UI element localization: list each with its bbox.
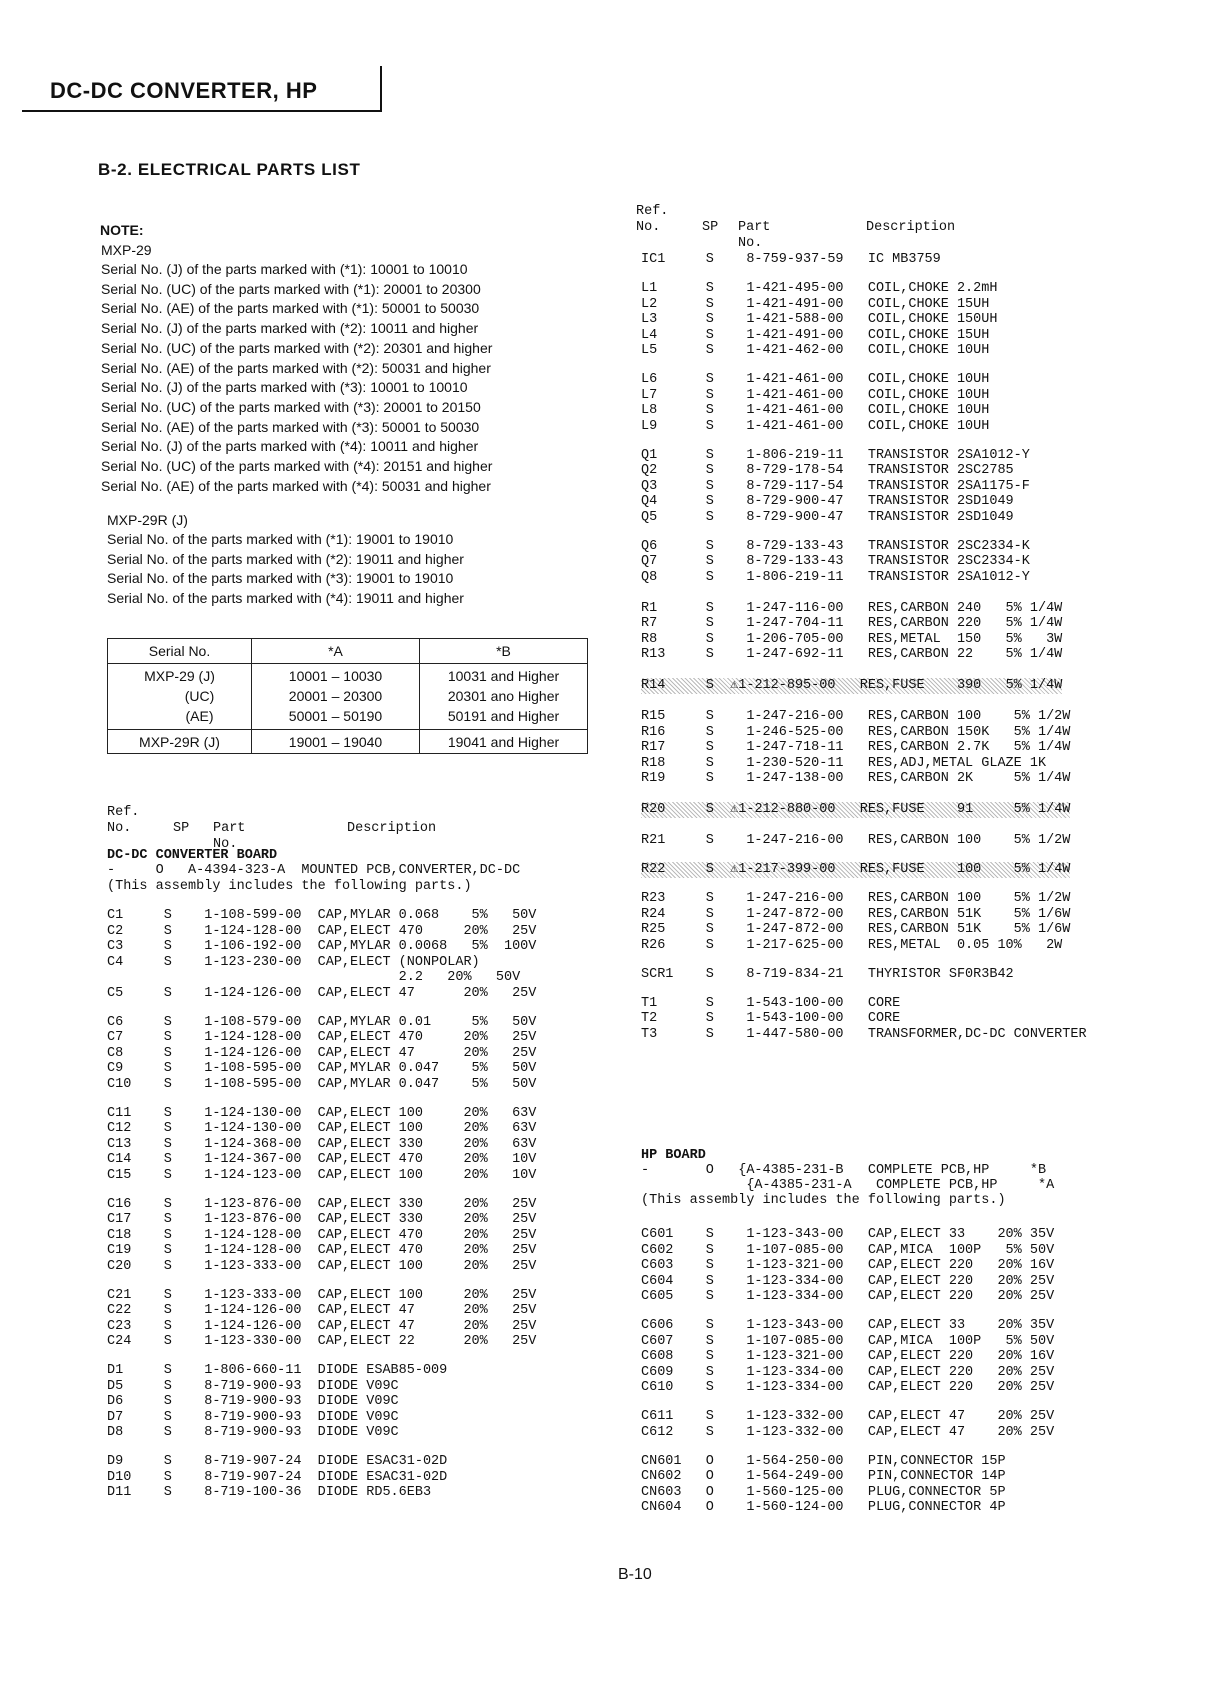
part-row: C16 S 1-123-876-00 CAP,ELECT 330 20% 25V (107, 1196, 537, 1212)
part-row: 2.2 20% 50V (107, 970, 521, 985)
part-row: SCR1 S 8-719-834-21 THYRISTOR SF0R3B42 (641, 966, 1014, 982)
part-row: R7 S 1-247-704-11 RES,CARBON 220 5% 1/4W (641, 616, 1063, 631)
part-row: T1 S 1-543-100-00 CORE (641, 995, 901, 1011)
part-row: C12 S 1-124-130-00 CAP,ELECT 100 20% 63V (107, 1121, 537, 1136)
col-desc: Description (347, 821, 437, 836)
part-row: C11 S 1-124-130-00 CAP,ELECT 100 20% 63V (107, 1105, 537, 1121)
part-row: C23 S 1-124-126-00 CAP,ELECT 47 20% 25V (107, 1318, 537, 1334)
note-line: Serial No. (AE) of the parts marked with (*4): 50031 and higher (101, 477, 491, 494)
part-row: C609 S 1-123-334-00 CAP,ELECT 220 20% 25V (641, 1364, 1055, 1380)
part-row: Q3 S 8-729-117-54 TRANSISTOR 2SA1175-F (641, 478, 1030, 494)
serial-header-1: *A (252, 639, 420, 664)
serial-model: (AE) (185, 708, 214, 724)
part-row: C1 S 1-108-599-00 CAP,MYLAR 0.068 5% 50V (107, 908, 537, 923)
col-part: Part No. (738, 220, 771, 251)
part-row: R8 S 1-206-705-00 RES,METAL 150 5% 3W (641, 631, 1063, 647)
part-row: R20 S ⚠1-212-880-00 RES,FUSE 91 5% 1/4W (641, 802, 1071, 817)
part-row: D10 S 8-719-907-24 DIODE ESAC31-02D (107, 1469, 448, 1485)
part-row: C20 S 1-123-333-00 CAP,ELECT 100 20% 25V (107, 1258, 537, 1274)
board-title: DC-DC CONVERTER BOARD (107, 848, 278, 863)
part-row: R19 S 1-247-138-00 RES,CARBON 2K 5% 1/4W (641, 771, 1071, 786)
part-row: C607 S 1-107-085-00 CAP,MICA 100P 5% 50V (641, 1333, 1055, 1349)
note-line: Serial No. (UC) of the parts marked with (*3): 20001 to 20150 (101, 398, 481, 415)
part-row: CN602 O 1-564-249-00 PIN,CONNECTOR 14P (641, 1469, 1006, 1484)
part-row: L3 S 1-421-588-00 COIL,CHOKE 150UH (641, 312, 998, 327)
part-row: Q6 S 8-729-133-43 TRANSISTOR 2SC2334-K (641, 538, 1030, 554)
note-lines-2 (107, 530, 464, 609)
serial-range-a: 20001 – 20300 (288, 688, 383, 704)
part-row: L8 S 1-421-461-00 COIL,CHOKE 10UH (641, 403, 990, 418)
part-row: C603 S 1-123-321-00 CAP,ELECT 220 20% 16V (641, 1258, 1055, 1273)
note-line: Serial No. of the parts marked with (*4): 19011 and higher (107, 590, 464, 607)
part-row: C605 S 1-123-334-00 CAP,ELECT 220 20% 25V (641, 1289, 1055, 1304)
note-label: NOTE: (100, 222, 144, 238)
section-title: B-2. ELECTRICAL PARTS LIST (98, 160, 361, 179)
part-row: C601 S 1-123-343-00 CAP,ELECT 33 20% 35V (641, 1227, 1055, 1242)
serial-range-b: 20301 ano Higher (447, 688, 560, 704)
part-row: Q7 S 8-729-133-43 TRANSISTOR 2SC2334-K (641, 554, 1030, 569)
part-row: R21 S 1-247-216-00 RES,CARBON 100 5% 1/2W (641, 833, 1071, 848)
hp-board-title: HP BOARD (641, 1148, 706, 1163)
part-row: D5 S 8-719-900-93 DIODE V09C (107, 1378, 399, 1394)
part-row: C2 S 1-124-128-00 CAP,ELECT 470 20% 25V (107, 923, 537, 939)
part-row: C24 S 1-123-330-00 CAP,ELECT 22 20% 25V (107, 1334, 537, 1349)
serial-range-a: 50001 – 50190 (288, 708, 383, 724)
note-model-2: MXP-29R (J) (107, 512, 188, 528)
serial-header-2: *B (420, 639, 588, 664)
part-row: C604 S 1-123-334-00 CAP,ELECT 220 20% 25V (641, 1273, 1055, 1289)
part-row: R13 S 1-247-692-11 RES,CARBON 22 5% 1/4W (641, 647, 1063, 662)
part-row: D6 S 8-719-900-93 DIODE V09C (107, 1394, 399, 1409)
part-row: CN601 O 1-564-250-00 PIN,CONNECTOR 15P (641, 1453, 1006, 1469)
part-row: C602 S 1-107-085-00 CAP,MICA 100P 5% 50V (641, 1242, 1055, 1258)
left-col-header (107, 805, 437, 852)
serial-model: MXP-29 (J) (144, 668, 215, 684)
part-row: T2 S 1-543-100-00 CORE (641, 1011, 901, 1026)
col-sp: SP (702, 220, 719, 235)
col-ref: Ref. (107, 805, 140, 820)
part-row: C14 S 1-124-367-00 CAP,ELECT 470 20% 10V (107, 1152, 537, 1167)
col-part: Part No. (213, 821, 246, 852)
part-row: C7 S 1-124-128-00 CAP,ELECT 470 20% 25V (107, 1030, 537, 1045)
part-row: C8 S 1-124-126-00 CAP,ELECT 47 20% 25V (107, 1045, 537, 1061)
note-line: Serial No. (AE) of the parts marked with (*1): 50001 to 50030 (101, 300, 480, 317)
serial-range-a: 10001 – 10030 (288, 668, 383, 684)
part-row: L5 S 1-421-462-00 COIL,CHOKE 10UH (641, 343, 990, 358)
part-row: C18 S 1-124-128-00 CAP,ELECT 470 20% 25V (107, 1227, 537, 1243)
note-line: Serial No. (AE) of the parts marked with (*3): 50001 to 50030 (101, 418, 480, 435)
part-row: R18 S 1-230-520-11 RES,ADJ,METAL GLAZE 1K (641, 755, 1047, 771)
part-row: C17 S 1-123-876-00 CAP,ELECT 330 20% 25V (107, 1212, 537, 1227)
note-line: Serial No. of the parts marked with (*1): 19001 to 19010 (107, 531, 454, 547)
part-row: C606 S 1-123-343-00 CAP,ELECT 33 20% 35V (641, 1318, 1055, 1333)
hp-assembly-line-2: {A-4385-231-A COMPLETE PCB,HP *A (641, 1178, 1055, 1193)
part-row: CN604 O 1-560-124-00 PLUG,CONNECTOR 4P (641, 1500, 1006, 1515)
hp-assembly-line-1: - O {A-4385-231-B COMPLETE PCB,HP *B (641, 1163, 1047, 1178)
part-row: C608 S 1-123-321-00 CAP,ELECT 220 20% 16V (641, 1349, 1055, 1364)
part-row: Q1 S 1-806-219-11 TRANSISTOR 2SA1012-Y (641, 447, 1030, 463)
assembly-line: - O A-4394-323-A MOUNTED PCB,CONVERTER,DC-DC (107, 863, 521, 878)
part-row: R17 S 1-247-718-11 RES,CARBON 2.7K 5% 1/4W (641, 740, 1071, 755)
part-row: D11 S 8-719-100-36 DIODE RD5.6EB3 (107, 1485, 432, 1500)
part-row: C5 S 1-124-126-00 CAP,ELECT 47 20% 25V (107, 985, 537, 1001)
serial-range-b: 50191 and Higher (447, 708, 560, 724)
part-row: D1 S 1-806-660-11 DIODE ESAB85-009 (107, 1363, 448, 1378)
part-row: R26 S 1-217-625-00 RES,METAL 0.05 10% 2W (641, 937, 1063, 953)
part-row: L7 S 1-421-461-00 COIL,CHOKE 10UH (641, 387, 990, 403)
right-col-header (636, 204, 956, 251)
serial-table (107, 638, 588, 754)
hp-assembly-note: (This assembly includes the following parts.) (641, 1193, 1006, 1208)
part-row: T3 S 1-447-580-00 TRANSFORMER,DC-DC CONVERTER (641, 1026, 1087, 1042)
col-sp: SP (173, 821, 190, 836)
col-ref: Ref. (636, 204, 669, 219)
note-line: Serial No. (J) of the parts marked with (*1): 10001 to 10010 (101, 261, 468, 277)
part-row: L1 S 1-421-495-00 COIL,CHOKE 2.2mH (641, 281, 998, 296)
part-row: R24 S 1-247-872-00 RES,CARBON 51K 5% 1/6W (641, 906, 1071, 922)
part-row: R23 S 1-247-216-00 RES,CARBON 100 5% 1/2W (641, 891, 1071, 906)
part-row: Q5 S 8-729-900-47 TRANSISTOR 2SD1049 (641, 509, 1014, 525)
part-row: C610 S 1-123-334-00 CAP,ELECT 220 20% 25V (641, 1380, 1055, 1395)
note-line: Serial No. (J) of the parts marked with (*3): 10001 to 10010 (101, 379, 468, 396)
col-no: No. (636, 220, 661, 235)
part-row: R16 S 1-246-525-00 RES,CARBON 150K 5% 1/4W (641, 724, 1071, 740)
part-row: C21 S 1-123-333-00 CAP,ELECT 100 20% 25V (107, 1287, 537, 1303)
serial-model: MXP-29R (J) (108, 730, 252, 754)
part-row: C15 S 1-124-123-00 CAP,ELECT 100 20% 10V (107, 1167, 537, 1183)
part-row: R1 S 1-247-116-00 RES,CARBON 240 5% 1/4W (641, 600, 1063, 616)
part-row: Q8 S 1-806-219-11 TRANSISTOR 2SA1012-Y (641, 569, 1030, 585)
part-row: C4 S 1-123-230-00 CAP,ELECT (NONPOLAR) (107, 954, 480, 970)
part-row: R25 S 1-247-872-00 RES,CARBON 51K 5% 1/6W (641, 922, 1071, 937)
part-row: C22 S 1-124-126-00 CAP,ELECT 47 20% 25V (107, 1303, 537, 1318)
assembly-note: (This assembly includes the following parts.) (107, 879, 472, 894)
serial-range-a: 19001 – 19040 (252, 730, 420, 754)
part-row: CN603 O 1-560-125-00 PLUG,CONNECTOR 5P (641, 1484, 1006, 1500)
part-row: R15 S 1-247-216-00 RES,CARBON 100 5% 1/2W (641, 709, 1071, 724)
part-row: R14 S ⚠1-212-895-00 RES,FUSE 390 5% 1/4W (641, 678, 1063, 693)
part-row: L6 S 1-421-461-00 COIL,CHOKE 10UH (641, 372, 990, 387)
part-row: IC1 S 8-759-937-59 IC MB3759 (641, 252, 941, 267)
part-row: C612 S 1-123-332-00 CAP,ELECT 47 20% 25V (641, 1424, 1055, 1440)
serial-model: (UC) (184, 688, 215, 704)
page-title: DC-DC CONVERTER, HP (50, 78, 318, 103)
part-row: C9 S 1-108-595-00 CAP,MYLAR 0.047 5% 50V (107, 1061, 537, 1076)
note-line: Serial No. (J) of the parts marked with (*4): 10011 and higher (101, 438, 479, 455)
serial-header-0: Serial No. (108, 639, 252, 664)
note-line: Serial No. of the parts marked with (*2): 19011 and higher (107, 550, 464, 567)
note-line: Serial No. (UC) of the parts marked with (*4): 20151 and higher (101, 458, 493, 475)
part-row: C19 S 1-124-128-00 CAP,ELECT 470 20% 25V (107, 1243, 537, 1258)
note-model-1: MXP-29 (101, 242, 152, 258)
part-row: D9 S 8-719-907-24 DIODE ESAC31-02D (107, 1454, 448, 1469)
col-desc: Description (866, 220, 956, 235)
note-line: Serial No. of the parts marked with (*3): 19001 to 19010 (107, 570, 454, 587)
part-row: C13 S 1-124-368-00 CAP,ELECT 330 20% 63V (107, 1136, 537, 1152)
col-no: No. (107, 821, 132, 836)
part-row: C611 S 1-123-332-00 CAP,ELECT 47 20% 25V (641, 1409, 1055, 1424)
part-row: Q2 S 8-729-178-54 TRANSISTOR 2SC2785 (641, 463, 1014, 478)
serial-range-b: 19041 and Higher (420, 730, 588, 754)
part-row: L9 S 1-421-461-00 COIL,CHOKE 10UH (641, 418, 990, 434)
part-row: C6 S 1-108-579-00 CAP,MYLAR 0.01 5% 50V (107, 1014, 537, 1030)
part-row: R22 S ⚠1-217-399-00 RES,FUSE 100 5% 1/4W (641, 862, 1071, 877)
part-row: C10 S 1-108-595-00 CAP,MYLAR 0.047 5% 50V (107, 1076, 537, 1092)
note-line: Serial No. (AE) of the parts marked with (*2): 50031 and higher (101, 359, 491, 376)
note-lines-1 (101, 260, 492, 496)
part-row: L2 S 1-421-491-00 COIL,CHOKE 15UH (641, 296, 990, 312)
note-line: Serial No. (UC) of the parts marked with (*1): 20001 to 20300 (101, 280, 481, 297)
part-row: C3 S 1-106-192-00 CAP,MYLAR 0.0068 5% 100V (107, 939, 537, 954)
serial-range-b: 10031 and Higher (447, 668, 560, 684)
part-row: D8 S 8-719-900-93 DIODE V09C (107, 1425, 399, 1440)
note-line: Serial No. (J) of the parts marked with (*2): 10011 and higher (101, 320, 479, 337)
part-row: Q4 S 8-729-900-47 TRANSISTOR 2SD1049 (641, 494, 1014, 509)
page-number: B-10 (618, 1566, 652, 1583)
part-row: D7 S 8-719-900-93 DIODE V09C (107, 1409, 399, 1425)
note-line: Serial No. (UC) of the parts marked with (*2): 20301 and higher (101, 339, 493, 356)
part-row: L4 S 1-421-491-00 COIL,CHOKE 15UH (641, 327, 990, 343)
